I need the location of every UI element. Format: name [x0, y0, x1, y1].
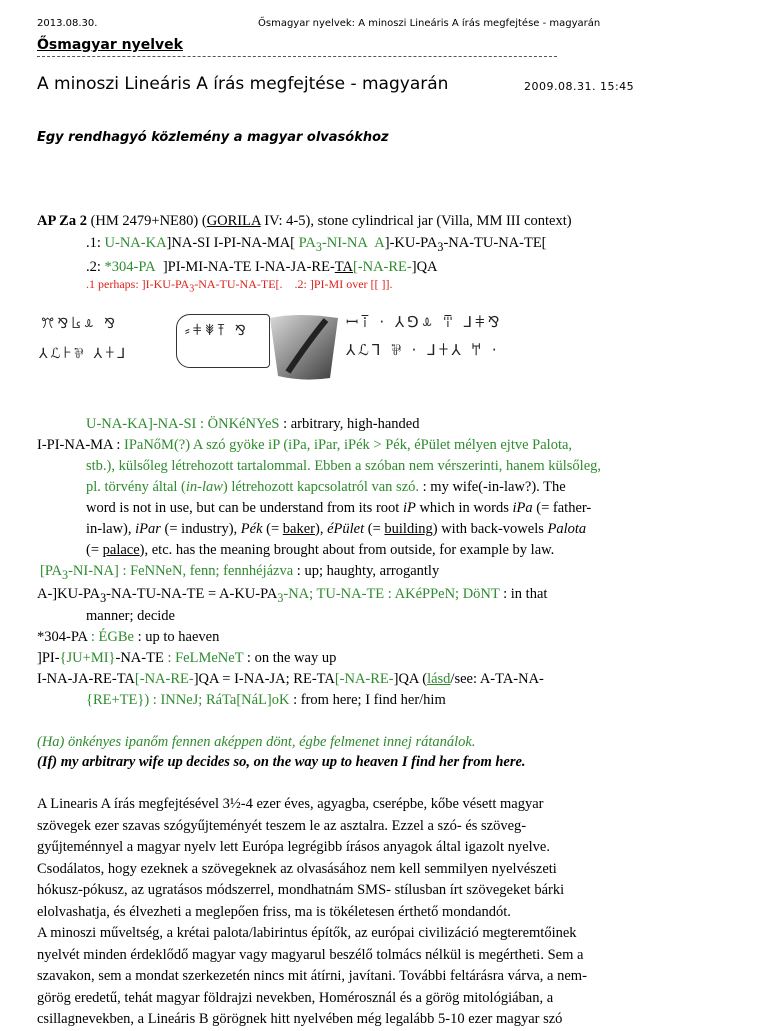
gloss-term: -NA-TE — [115, 650, 164, 666]
gloss-english: Pék — [240, 521, 263, 537]
gloss-english: Palota — [547, 521, 587, 537]
gloss-english: : up; haughty, arrogantly — [293, 563, 440, 579]
gloss-english: word is not in use, but can be understand from its root — [86, 500, 403, 516]
sign-group: ]QA — [411, 259, 438, 275]
gloss-term: ]QA = I-NA-JA; RE-TA — [193, 671, 335, 687]
post-date: 2009.08.31. 15:45 — [524, 80, 635, 93]
gloss-term: [-NA-RE- — [134, 671, 194, 687]
gloss-hungarian: : FeNNeN, fenn; fennhéjázva — [118, 563, 294, 579]
header-divider — [37, 56, 557, 57]
print-page-title: Ősmagyar nyelvek: A minoszi Lineáris A írás megfejtése - magyarán — [258, 18, 601, 29]
inscription-line-2 — [86, 257, 438, 278]
body-line: szavakon, sem a mondat szerkezetén nincs mit átírni, javítani. További feltárásra várva, a nem- — [37, 968, 587, 984]
subscript: 3 — [315, 239, 322, 254]
note-text: -NA-TU-NA-TE[. — [194, 277, 283, 291]
lasd-link[interactable]: lásd — [427, 671, 451, 687]
body-line: gyűjteménnyel a magyar nyelv lett Európa legrégibb írásos anyagok által igazolt nyelve. — [37, 839, 550, 855]
gloss-hungarian: : FeLMeNeT — [163, 650, 244, 666]
gloss-english: which in words — [415, 500, 513, 516]
gloss-continuation: stb.), külsőleg létrehozott tartalommal. Ebben a szóban nem vérszerinti, hanem külsőleg, — [86, 458, 602, 474]
body-line: A minoszi műveltség, a krétai palota/labirintus építők, az európai civilizáció megteremtőinek — [37, 925, 577, 941]
gloss-term: -NI-NA] — [68, 563, 119, 579]
gloss-hungarian: : ÉGBe — [87, 629, 134, 645]
gloss-term: [-NA-RE- — [334, 671, 394, 687]
body-line: szövegek ezer szavas szógyűjteményét teszem le az asztalra. Ezzel a szó- és szöveg- — [37, 817, 527, 834]
translation-hungarian: (Ha) önkényes ipanőm fennen aképpen dönt, égbe felmenet innej rátanálok. — [37, 734, 476, 750]
gloss-entry-pinate — [37, 648, 336, 669]
body-paragraph-1 — [37, 794, 637, 923]
subscript: 3 — [189, 283, 195, 295]
sign-group: U-NA-KA — [104, 235, 167, 251]
gloss-entry-ipinama — [37, 435, 572, 456]
gloss-continuation — [86, 519, 586, 540]
linear-a-transcription-top: ꟷ𐘅 · ⅄⅁ꕊ 𐘆 ⅃𐘂⅋ — [346, 313, 503, 331]
gloss-english: (= father- — [532, 500, 592, 516]
inscription-header — [37, 211, 572, 232]
gloss-english: iPa — [512, 500, 533, 516]
inscription-ref-pre: (HM 2479+NE80) ( — [90, 213, 207, 229]
gloss-english: (= — [364, 521, 385, 537]
baker-link[interactable]: baker — [282, 521, 315, 537]
gloss-term: ]QA ( — [393, 671, 428, 687]
gloss-term: U-NA-KA — [86, 416, 149, 432]
sign-group: PA — [298, 235, 316, 251]
gloss-english: ) with back-vowels — [432, 521, 548, 537]
inscription-line-1 — [86, 233, 547, 258]
gloss-english: in-law), — [86, 521, 136, 537]
gloss-continuation — [86, 498, 591, 519]
gloss-hungarian: -NA; TU-NA-TE : AKéPPeN; DöNT — [283, 586, 500, 602]
gloss-term: I-PI-NA-MA : — [37, 437, 121, 453]
gloss-hungarian: ) : INNeJ; RáTa[NáL]oK — [144, 692, 290, 708]
gloss-entry-panina — [40, 561, 439, 586]
gloss-hungarian: ) létrehozott kapcsolatról van szó. — [222, 479, 420, 495]
body-line: görög eredetű, tehát magyar földrajzi nevekben, Homérosznál és a görög mitológiában, a — [37, 989, 554, 1006]
gloss-hungarian: : ÖNKéNYeS — [199, 416, 280, 432]
gloss-term: -NA-TU-NA-TE = A-KU-PA — [106, 586, 278, 602]
post-title: A minoszi Lineáris A írás megfejtése - magyarán — [37, 74, 449, 94]
gloss-english: : in that — [499, 586, 548, 602]
jar-photo — [268, 312, 340, 382]
note-text: .1 perhaps: ]I-KU-PA — [86, 277, 190, 291]
body-line: hókusz-pókusz, az ugratásos módszerrel, mondhatnám SMS- stílusban írt szövegeket bárki — [37, 882, 565, 898]
sign-group: A — [374, 235, 385, 251]
blog-name-link[interactable]: Ősmagyar nyelvek — [37, 37, 183, 53]
gloss-term: ]PI- — [37, 650, 60, 666]
gloss-term: ]-NA-SI — [148, 416, 197, 432]
gloss-term: {RE+TE} — [86, 692, 145, 708]
palace-link[interactable]: palace — [102, 542, 140, 558]
body-line: csillagnevekben, a Lineáris B görögnek hitt nyelvében még legalább 5-10 ezer magyar szó — [37, 1011, 563, 1027]
sign-group: ]NA-SI — [166, 235, 211, 251]
sign-group: I-PI-NA-MA[ — [213, 235, 296, 251]
tablet-drawing-1 — [37, 308, 171, 370]
line-number: .2: — [86, 259, 101, 275]
gloss-english: (= — [262, 521, 283, 537]
sign-group: -NA-TU-NA-TE[ — [443, 235, 547, 251]
subscript: 3 — [100, 590, 107, 605]
body-line: A Linearis A írás megfejtésével 3½-4 ezer éves, agyagba, cserépbe, kőbe vésett magyar — [37, 796, 544, 812]
inscription-ref-post: IV: 4-5), stone cylindrical jar (Villa, MM III context) — [260, 213, 572, 229]
gloss-entry-unaka — [86, 414, 419, 435]
gloss-term: I-NA-JA-RE-TA — [37, 671, 135, 687]
sign-group: TA — [334, 259, 353, 275]
gorila-link[interactable]: GORILA — [206, 213, 261, 229]
linear-a-glyphs: ⅄ℒ𐘀⅌ ⅄𐘁⅃ — [39, 346, 129, 362]
gloss-english: : arbitrary, high-handed — [279, 416, 420, 432]
gloss-term: /see: A-TA-NA- — [450, 671, 544, 687]
subscript: 3 — [277, 590, 284, 605]
sign-group: ]-KU-PA — [384, 235, 438, 251]
note-text: .2: ]PI-MI over [[ ]]. — [294, 277, 393, 291]
gloss-entry-inajareta — [37, 669, 544, 690]
gloss-hungarian: pl. törvény által ( — [86, 479, 186, 495]
gloss-english: iP — [402, 500, 416, 516]
translation-english: (If) my arbitrary wife up decides so, on the way up to heaven I find her from here. — [37, 754, 526, 770]
gloss-english: ), — [314, 521, 328, 537]
body-line: nyelvét minden érdeklődő magyar vagy magyarul beszélő tolmács nélkül is megértheti. Sem a — [37, 946, 584, 963]
subscript: 3 — [437, 239, 444, 254]
print-date: 2013.08.30. — [37, 18, 98, 29]
gloss-english: : on the way up — [243, 650, 337, 666]
gloss-hungarian: in-law — [185, 479, 223, 495]
sign-group: [-NA-RE- — [352, 259, 412, 275]
line-number: .1: — [86, 235, 101, 251]
gloss-english: ), etc. has the meaning brought about from outside, for example by law. — [139, 542, 555, 558]
gloss-english: : up to haeven — [133, 629, 220, 645]
sign-group: -NI-NA — [321, 235, 368, 251]
body-paragraph-2 — [37, 923, 637, 1031]
gloss-english: (= — [86, 542, 103, 558]
linear-a-glyphs: ꔫ⅋𐘴ꕊ ⅋ — [41, 316, 119, 332]
gloss-term: *304-PA — [37, 629, 88, 645]
inscription-note — [86, 277, 393, 294]
linear-a-glyphs: ⸗𐘂𐘃𐘄 ⅋ — [185, 323, 249, 339]
gloss-english: iPar — [135, 521, 161, 537]
subscript: 3 — [62, 567, 69, 582]
gloss-english: : my wife(-in-law?). The — [419, 479, 566, 495]
gloss-continuation — [86, 477, 566, 498]
gloss-term: A-]KU-PA — [37, 586, 101, 602]
gloss-english: éPület — [327, 521, 365, 537]
gloss-hungarian: IPaNőM(?) A szó gyöke iP (iPa, iPar, iPék > Pék, éPület mélyen ejtve Palota, — [124, 437, 573, 453]
gloss-entry-304pa — [37, 627, 219, 648]
sign-group: ]PI-MI-NA-TE — [162, 259, 252, 275]
tablet-drawing-2 — [176, 314, 270, 368]
gloss-continuation — [86, 540, 554, 561]
sign-group: I-NA-JA-RE- — [255, 259, 335, 275]
gloss-continuation — [86, 690, 446, 711]
sign-group: *304-PA — [104, 259, 156, 275]
linear-a-transcription-bottom: ⅄ℒ⅂ ⅌ · ⅃𐘁⅄ 𐘇 · — [346, 341, 500, 359]
gloss-english: (= industry), — [160, 521, 241, 537]
post-subtitle: Egy rendhagyó közlemény a magyar olvasókhoz — [37, 130, 389, 145]
building-link[interactable]: building — [384, 521, 433, 537]
gloss-term: {JU+MI} — [59, 650, 116, 666]
gloss-english: : from here; I find her/him — [289, 692, 446, 708]
gloss-continuation: manner; decide — [86, 608, 175, 624]
gloss-term: [PA — [40, 563, 63, 579]
body-line: Csodálatos, hogy ezeknek a szövegeknek az olvasásához nem kell semmilyen nyelvészeti — [37, 860, 557, 877]
body-line: elolvashatja, és élvezheti a meglepően friss, ma is tökéletesen érthető mondandót. — [37, 903, 511, 920]
inscription-id: AP Za 2 — [37, 213, 87, 229]
